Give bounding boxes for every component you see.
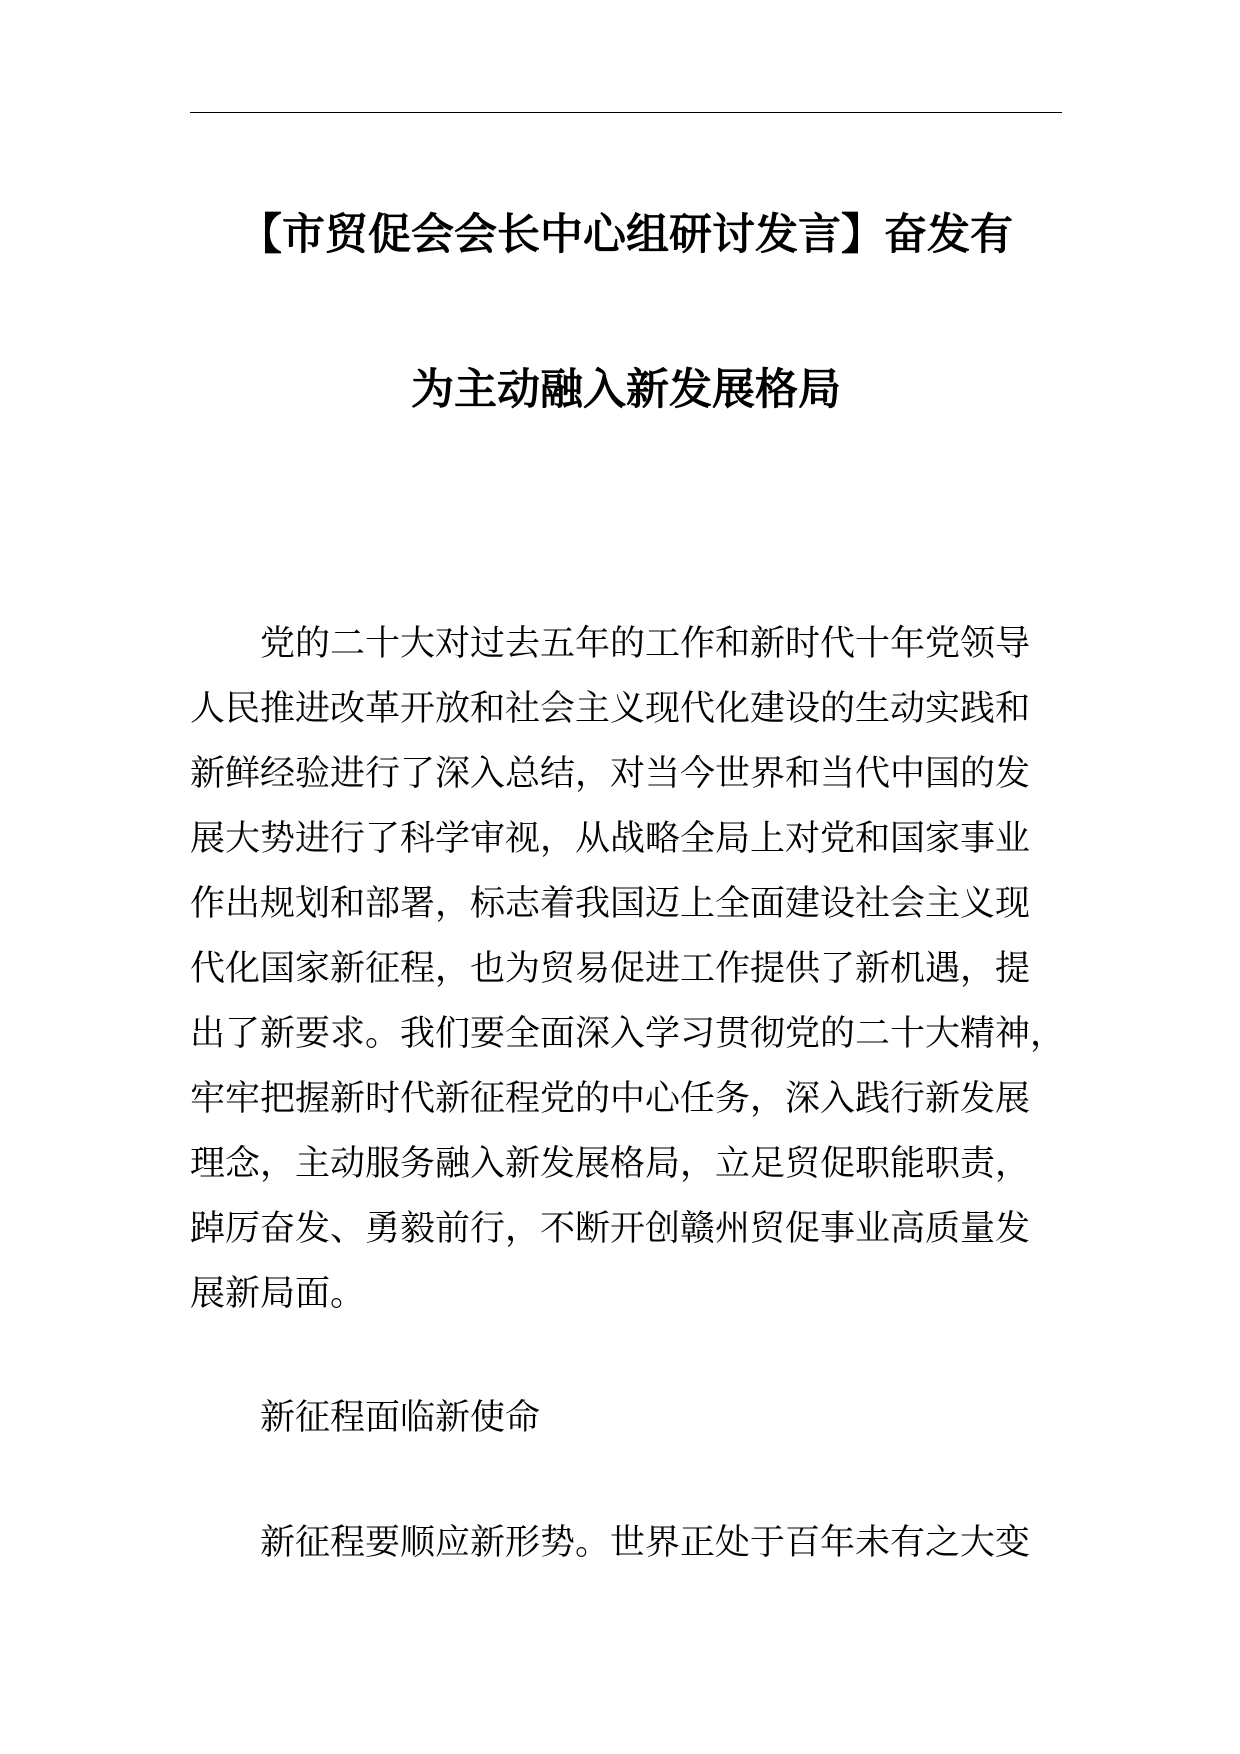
paragraph-line: 展大势进行了科学审视，从战略全局上对党和国家事业: [190, 819, 1031, 859]
paragraph-line: 人民推进改革开放和社会主义现代化建设的生动实践和: [190, 689, 1031, 729]
paragraph-line: 新鲜经验进行了深入总结，对当今世界和当代中国的发: [190, 754, 1031, 794]
paragraph-line: 党的二十大对过去五年的工作和新时代十年党领导: [260, 624, 1031, 664]
paragraph-line: 理念，主动服务融入新发展格局，立足贸促职能职责，: [190, 1144, 1031, 1184]
paragraph-new-journey: 新征程要顺应新形势。世界正处于百年未有之大变: [260, 1523, 1031, 1563]
paragraph-intro: [190, 612, 1066, 1327]
paragraph-line: 作出规划和部署，标志着我国迈上全面建设社会主义现: [190, 884, 1031, 924]
section-heading: 新征程面临新使命: [260, 1398, 541, 1438]
header-rule: [190, 112, 1062, 113]
paragraph-line: 出了新要求。我们要全面深入学习贯彻党的二十大精神，: [190, 1014, 1066, 1054]
paragraph-line: 代化国家新征程，也为贸易促进工作提供了新机遇，提: [190, 949, 1031, 989]
document-title-line-2: 为主动融入新发展格局: [411, 365, 841, 415]
paragraph-line: 展新局面。: [190, 1274, 366, 1314]
document-title-line-1: 【市贸促会会长中心组研讨发言】奋发有: [239, 210, 1013, 260]
paragraph-line: 踔厉奋发、勇毅前行，不断开创赣州贸促事业高质量发: [190, 1209, 1031, 1249]
paragraph-line: 牢牢把握新时代新征程党的中心任务，深入践行新发展: [190, 1079, 1031, 1119]
